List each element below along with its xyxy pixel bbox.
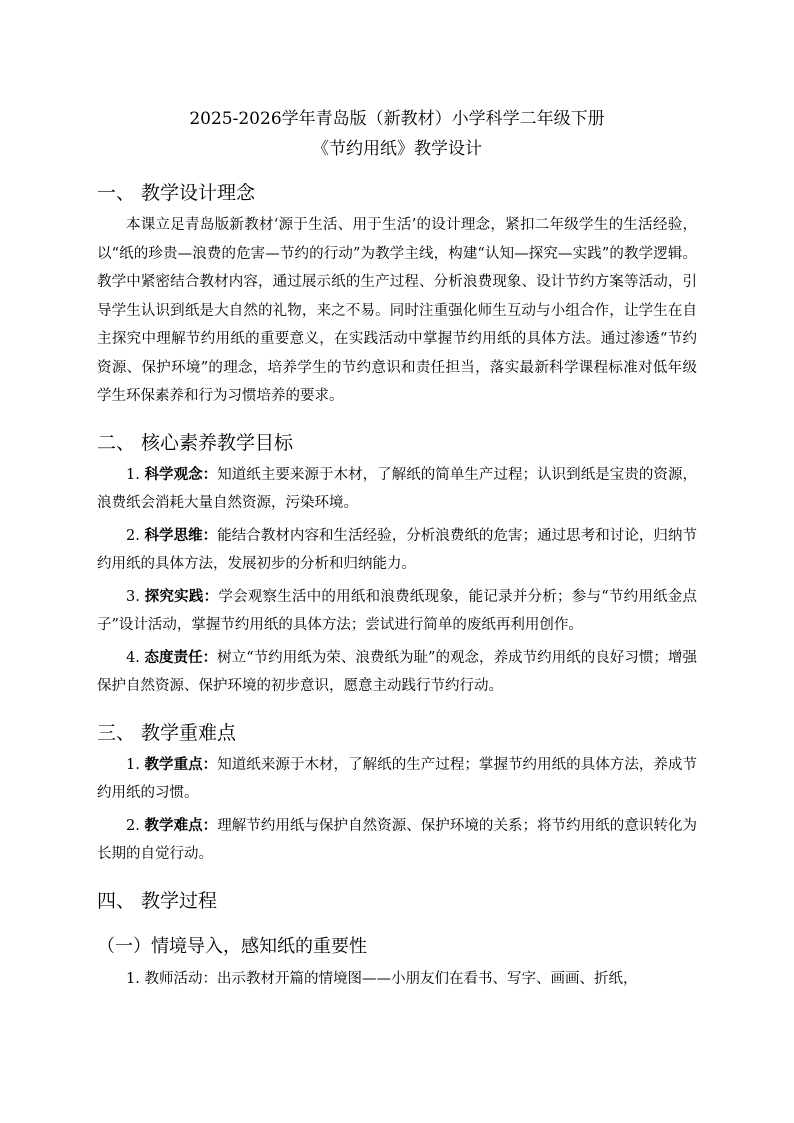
document-content — [97, 104, 697, 993]
goal-item: 4. 态度责任：树立“节约用纸为荣、浪费纸为耻”的观念，养成节约用纸的良好习惯；增强保护自然资源、保护环境的初步意识，愿意主动践行节约行动。 — [97, 648, 697, 694]
doc-title-line1: 2025-2026学年青岛版（新教材）小学科学二年级下册 — [189, 109, 605, 129]
doc-title-line2: 《节约用纸》教学设计 — [312, 139, 482, 159]
subsection-heading-intro: （一）情境导入，感知纸的重要性 — [97, 935, 367, 957]
goal-item: 2. 科学思维：能结合教材内容和生活经验，分析浪费纸的危害；通过思考和讨论，归纳节约用纸的具体方法，发展初步的分析和归纳能力。 — [97, 526, 698, 572]
section-heading-goals: 二、 核心素养教学目标 — [97, 431, 294, 454]
section-heading-key-points: 三、 教学重难点 — [97, 721, 237, 744]
process-item: 1. 教师活动：出示教材开篇的情境图——小朋友们在看书、写字、画画、折纸， — [126, 970, 638, 987]
key-point-item: 1. 教学重点：知道纸来源于木材，了解纸的生产过程；掌握节约用纸的具体方法，养成节约用纸的习惯。 — [97, 755, 698, 801]
section-heading-concept: 一、 教学设计理念 — [97, 182, 256, 204]
concept-paragraph: 本课立足青岛版新教材‘源于生活、用于生活’的设计理念，紧扣二年级学生的生活经验，以“纸的珍贵—浪费的危害—节约的行动”为教学主线，构建“认知—探究—实践”的教学逻辑。教学中紧密结合教材内容，通过展示纸的生产过程、分析浪费现象、设计节约方案等活动，引导学生认识到纸是大自然的礼物，来之不易。同时注重强化师生互动与小组合作，让学生在自主探究中理解节约用纸的重要意义，在实践活动中掌握节约用纸的具体方法。通过渗透“节约资源、保护环境”的理念，培养学生的节约意识和责任担当，落实最新科学课程标准对低年级学生环保素养和行为习惯培养的要求。 — [97, 217, 697, 404]
goal-item: 1. 科学观念：知道纸主要来源于木材，了解纸的简单生产过程；认识到纸是宝贵的资源，浪费纸会消耗大量自然资源，污染环境。 — [97, 465, 698, 511]
section-heading-process: 四、 教学过程 — [97, 889, 218, 912]
key-point-item: 2. 教学难点：理解节约用纸与保护自然资源、保护环境的关系；将节约用纸的意识转化为长期的自觉行动。 — [97, 816, 698, 862]
goal-item: 3. 探究实践：学会观察生活中的用纸和浪费纸现象，能记录并分析；参与“节约用纸金点子”设计活动，掌握节约用纸的具体方法；尝试进行简单的废纸再利用创作。 — [97, 587, 698, 633]
